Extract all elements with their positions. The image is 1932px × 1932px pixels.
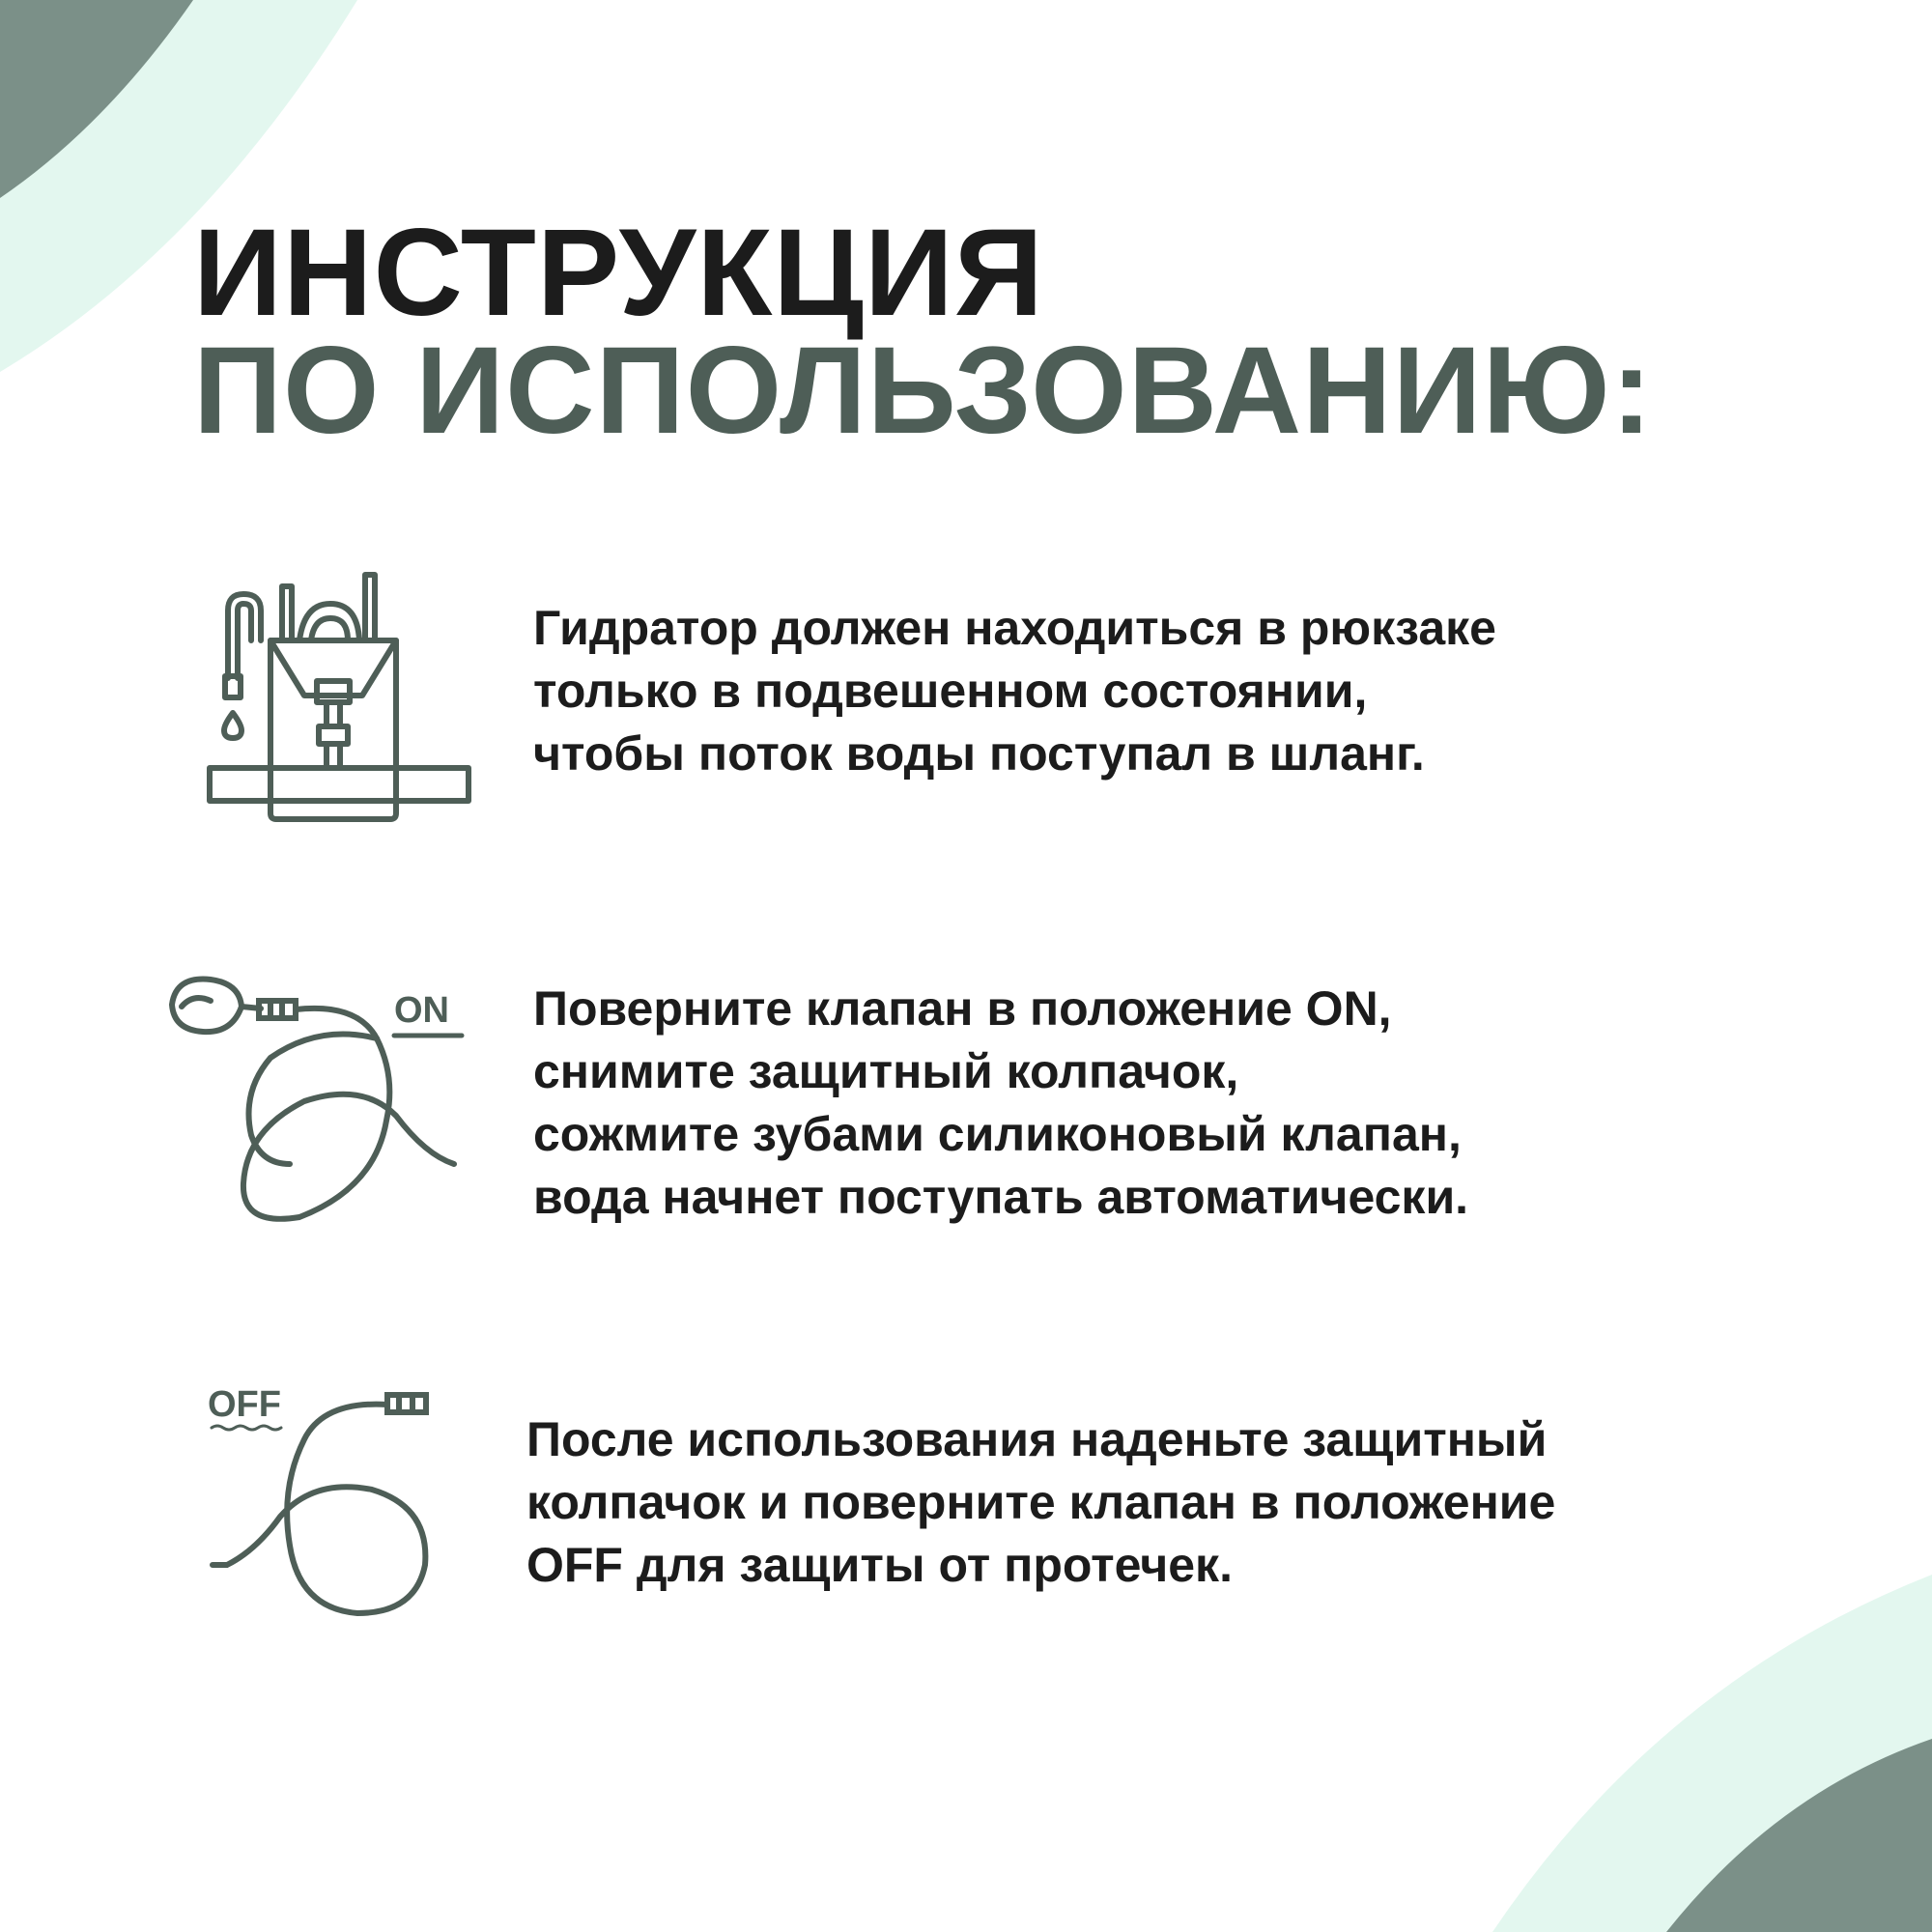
title-line-2: ПО ИСПОЛЬЗОВАНИЮ: (193, 322, 1654, 460)
backpack-hydrator-icon (203, 560, 473, 831)
step-3-text: После использования наденьте защитный колпачок и поверните клапан в положение OFF для защиты от протечек. (526, 1412, 1556, 1592)
title-line-1: ИНСТРУКЦИЯ (193, 204, 1044, 342)
page-title (193, 204, 1654, 460)
valve-off-label: OFF (208, 1384, 281, 1425)
hose-valve-on-icon (164, 966, 473, 1236)
step-2-text: Поверните клапан в положение ON, снимите защитный колпачок, сожмите зубами силиконовый клапан, вода начнет поступать автоматически. (533, 981, 1469, 1224)
step-1-text: Гидратор должен находиться в рюкзаке только в подвешенном состоянии, чтобы поток воды поступал в шланг. (533, 601, 1496, 781)
valve-on-label: ON (394, 990, 449, 1031)
hose-valve-off-icon (198, 1381, 459, 1633)
